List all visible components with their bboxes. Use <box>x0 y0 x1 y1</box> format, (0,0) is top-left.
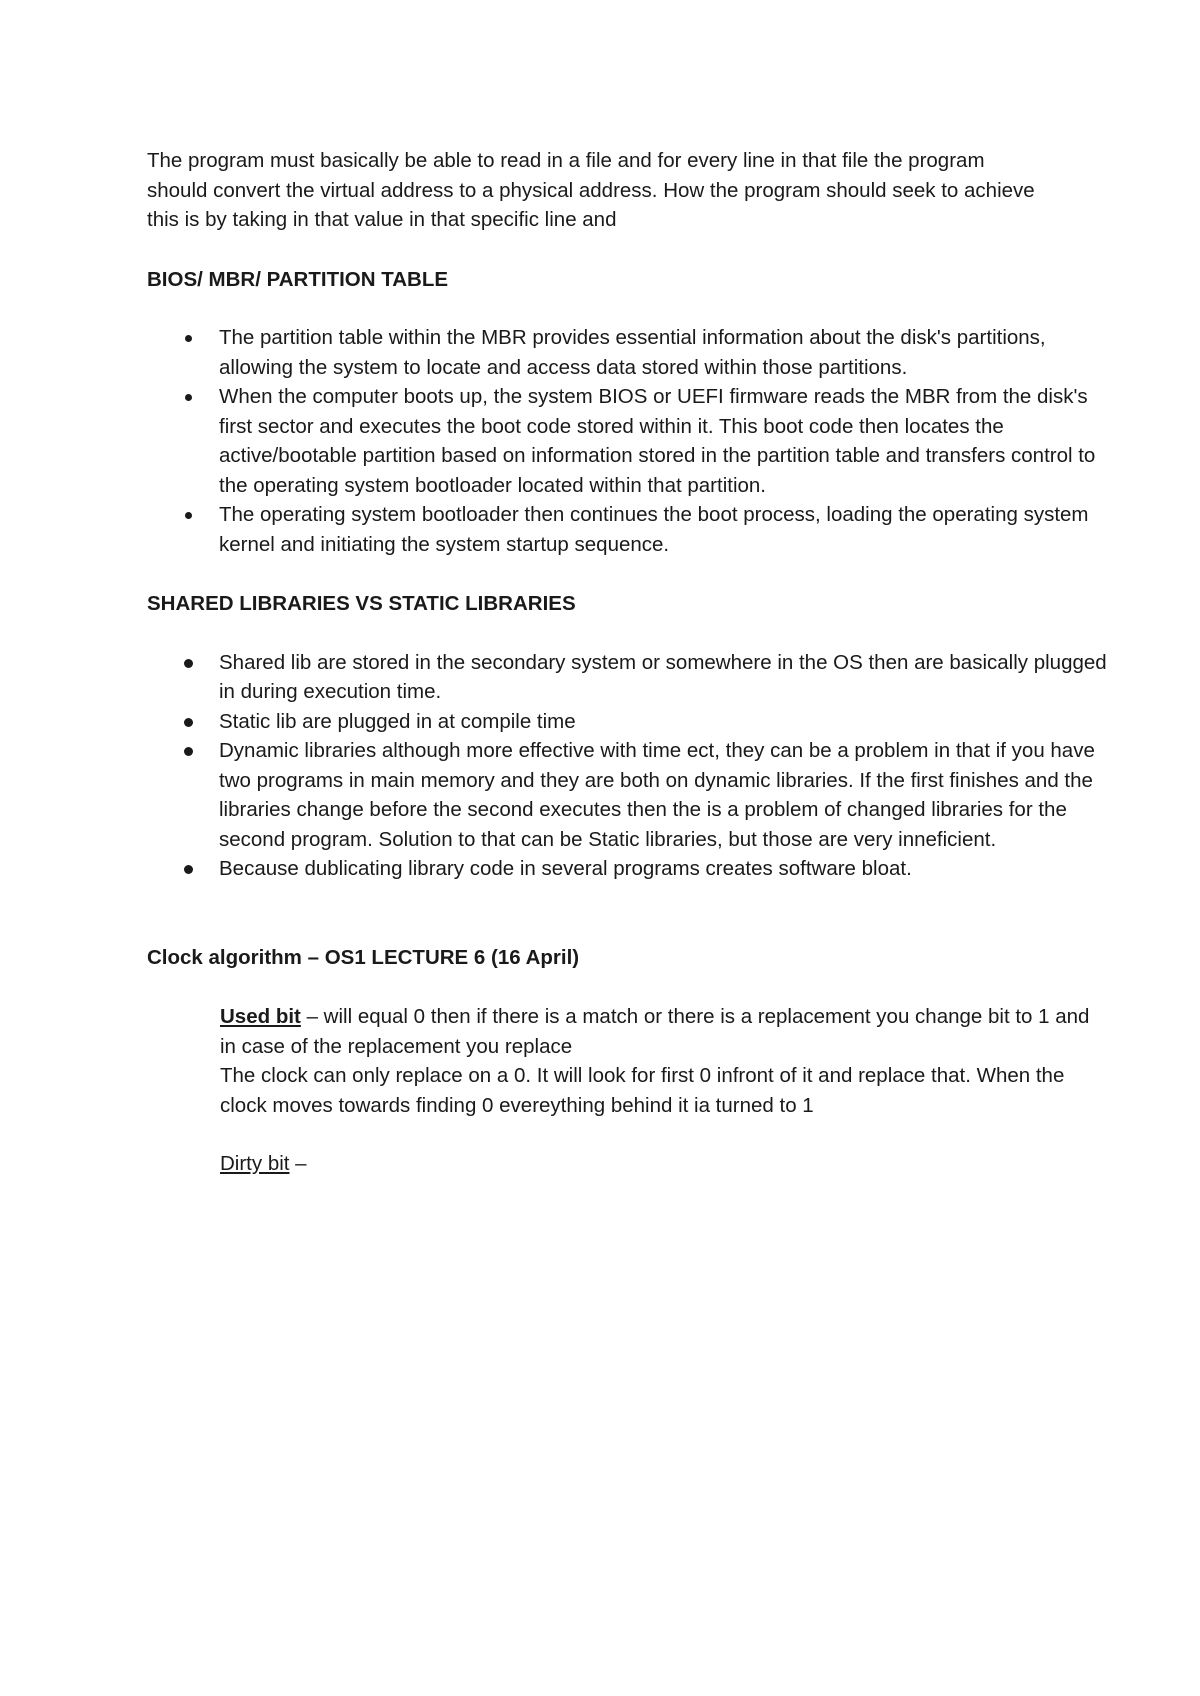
clock-paragraph: The clock can only replace on a 0. It will look for first 0 infront of it and replace that. When the clock moves towards finding 0 evereything behind it ia turned to 1 <box>220 1064 1065 1117</box>
list-item: The partition table within the MBR provides essential information about the disk's partitions, allowing the system to locate and access data stored within those partitions. <box>219 323 1119 382</box>
dirty-bit-paragraph <box>220 1149 1100 1179</box>
list-item: Static lib are plugged in at compile time <box>219 707 1119 737</box>
section-heading-clock-algorithm: Clock algorithm – OS1 LECTURE 6 (16 April) <box>147 945 580 969</box>
used-bit-paragraph <box>220 1002 1100 1061</box>
libraries-bullet-list <box>147 648 1119 884</box>
used-bit-text: – will equal 0 then if there is a match or there is a replacement you change bit to 1 and in case of the replacement you replace <box>220 1005 1090 1058</box>
list-item: Because dublicating library code in several programs creates software bloat. <box>219 854 1119 884</box>
section-heading-libraries: SHARED LIBRARIES VS STATIC LIBRARIES <box>147 592 576 615</box>
list-item: The operating system bootloader then continues the boot process, loading the operating system kernel and initiating the system startup sequence. <box>219 500 1119 559</box>
list-item: Shared lib are stored in the secondary system or somewhere in the OS then are basically plugged in during execution time. <box>219 648 1119 707</box>
intro-paragraph: The program must basically be able to read in a file and for every line in that file the program should convert the virtual address to a physical address. How the program should seek to achieve this is by taking in that value in that specific line and <box>147 149 1035 231</box>
used-bit-label: Used bit <box>220 1005 301 1028</box>
dirty-bit-label: Dirty bit <box>220 1152 290 1175</box>
bios-mbr-bullet-list <box>147 323 1119 559</box>
section-heading-bios-mbr: BIOS/ MBR/ PARTITION TABLE <box>147 267 449 291</box>
list-item: Dynamic libraries although more effective with time ect, they can be a problem in that if you have two programs in main memory and they are both on dynamic libraries. If the first finishes and the libraries change before the second executes then the is a problem of changed libraries for the second program. Solution to that can be Static libraries, but those are very inneficient. <box>219 736 1119 854</box>
dirty-bit-text: – <box>289 1152 307 1175</box>
list-item: When the computer boots up, the system BIOS or UEFI firmware reads the MBR from the disk's first sector and executes the boot code stored within it. This boot code then locates the active/bootable partition based on information stored in the partition table and transfers control to the operating system bootloader located within that partition. <box>219 382 1119 500</box>
